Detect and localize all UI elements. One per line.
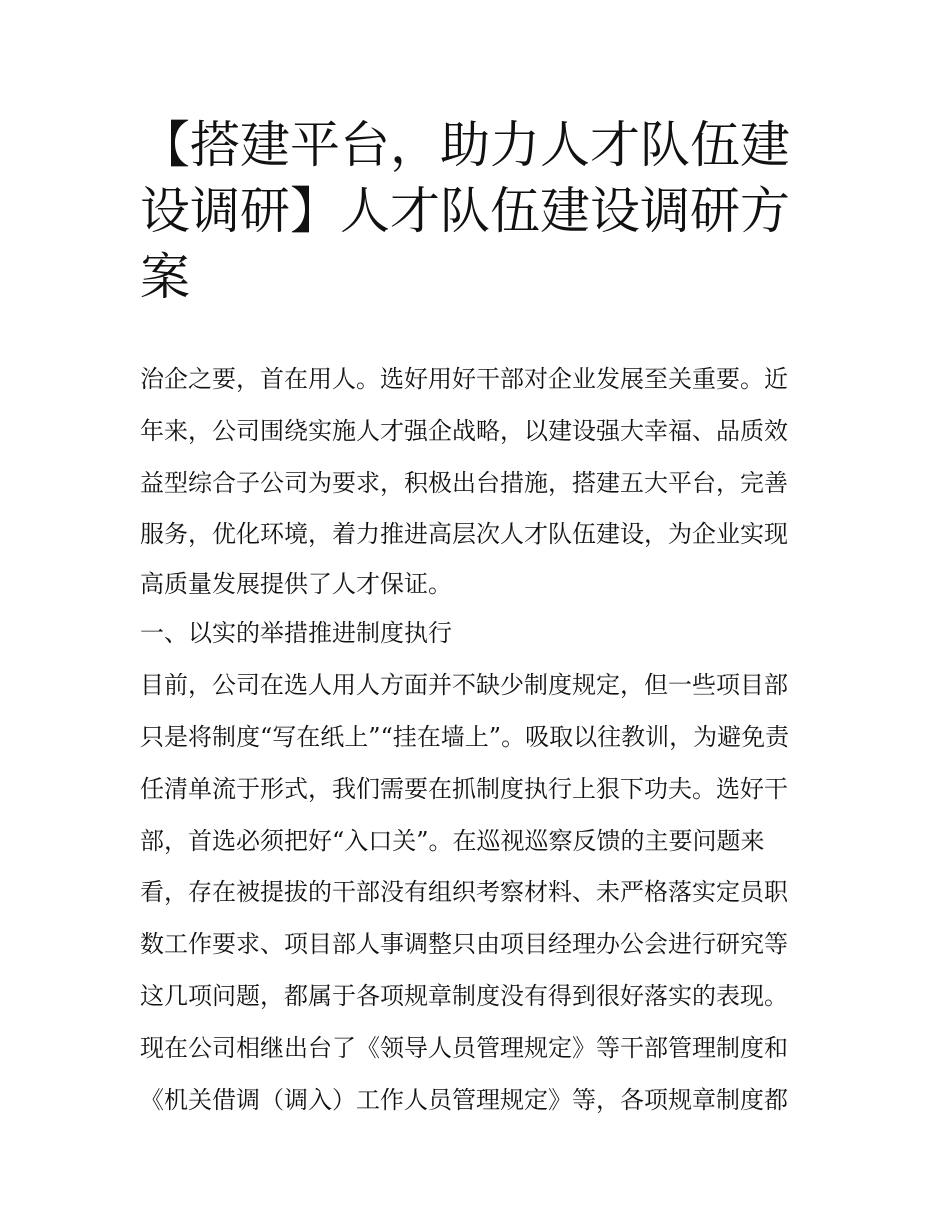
body-line: 高质量发展提供了人才保证。 [140,570,452,599]
body-line: 现在公司相继出台了《领导人员管理规定》等干部管理制度和 [140,1033,788,1062]
body-line: 益型综合子公司为要求，积极出台措施，搭建五大平台，完善 [140,468,788,497]
body-line: 年来，公司围绕实施人才强企战略，以建设强大幸福、品质效 [140,416,788,445]
title-line: 【搭建平台，助力人才队伍建 [140,116,790,174]
body-line: 服务，优化环境，着力推进高层次人才队伍建设，为企业实现 [140,520,788,549]
document-body [140,354,820,1126]
body-line: 部，首选必须把好“入口关”。在巡视巡察反馈的主要问题来 [140,826,765,855]
body-line: 只是将制度“写在纸上”“挂在墙上”。吸取以往教训，为避免责 [140,722,790,751]
body-line: 目前，公司在选人用人方面并不缺少制度规定，但一些项目部 [140,671,788,700]
section-heading: 一、以实的举措推进制度执行 [140,619,452,648]
body-line: 看，存在被提拔的干部没有组织考察材料、未严格落实定员职 [140,878,788,907]
body-line: 数工作要求、项目部人事调整只由项目经理办公会进行研究等 [140,930,788,959]
title-line: 设调研】人才队伍建设调研方 [140,182,790,240]
body-line: 任清单流于形式，我们需要在抓制度执行上狠下功夫。选好干 [140,774,788,803]
document-title [140,112,820,310]
body-line: 这几项问题，都属于各项规章制度没有得到很好落实的表现。 [140,981,788,1010]
body-line: 《机关借调（调入）工作人员管理规定》等，各项规章制度都 [140,1085,788,1114]
body-line: 治企之要，首在用人。选好用好干部对企业发展至关重要。近 [140,365,788,393]
title-line: 案 [140,248,190,306]
